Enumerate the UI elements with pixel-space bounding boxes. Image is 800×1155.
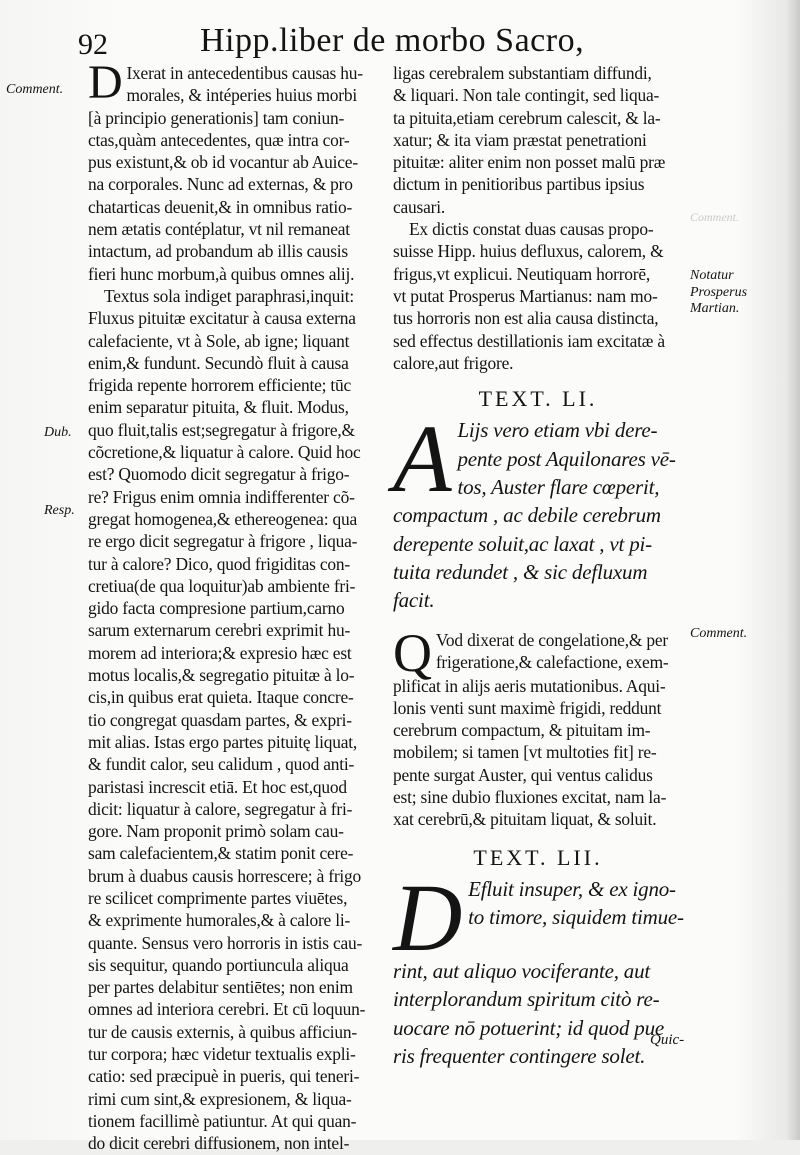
text-line: intactum, ad probandum ab illis causis (88, 241, 348, 262)
text-line: pus existunt,& ob id vocantur ab Auice- (88, 152, 358, 173)
text-line: & exprimente humorales,& à calore li- (88, 910, 351, 931)
text-line: sam calefacientem,& statim ponit cere- (88, 843, 354, 864)
text-line: ligas cerebralem substantiam diffundi, (393, 63, 652, 83)
text-line: lonis venti sunt maximè frigidi, reddunt (393, 697, 662, 718)
commentary-paragraph (393, 218, 683, 374)
catchword: Quic- (650, 1032, 685, 1048)
text-line: enim,& fundunt. Secundò fluit à causa (88, 352, 349, 373)
text-line: calore,aut frigore. (393, 352, 514, 373)
text-line: gore. Nam proponit primò solam cau- (88, 821, 344, 842)
text-line: re scilicet comprimente partes viuētes, (88, 887, 348, 908)
text-line: gregat homogenea,& ethereogenea: qua (88, 508, 357, 529)
text-line: dicit: liquatur à calore, segregatur à fri- (88, 798, 353, 819)
hippocrates-text-52 (393, 863, 684, 1070)
text-line: sis sequitur, quando portiuncula aliqua (88, 954, 349, 975)
text-line: sed effectus destillationis iam excitatæ à (393, 330, 665, 351)
text-line: dictum in penitioribus partibus ipsius (393, 174, 645, 195)
text-line: cis,in quibus erat quieta. Itaque concre- (88, 687, 354, 708)
text-line: pente post Aquilonares vē- (457, 446, 676, 471)
text-line: facit. (393, 588, 435, 613)
running-title: Hipp.liber de morbo Sacro, (200, 22, 585, 59)
text-line: suisse Hipp. huius defluxus, calorem, & (393, 241, 664, 262)
text-line: interplorandum spiritum citò re- (393, 987, 660, 1012)
text-line: tionem facillimè patiuntur. At qui quan- (88, 1110, 357, 1131)
section-heading-text-52: TEXT. LII. (473, 844, 603, 870)
text-line: ctas,quàm antecedentes, quæ intra cor- (88, 129, 350, 150)
text-line: tur corpora; hæc videtur textualis expli- (88, 1044, 356, 1065)
text-line: est? Quomodo dicit segregatur à frigo- (88, 464, 350, 485)
text-line: vt putat Prosperus Martianus: nam mo- (393, 285, 658, 306)
text-line: Fluxus pituitæ excitatur à causa externa (88, 308, 356, 329)
text-line: & fundit calor, seu calidum , quod anti- (88, 754, 355, 775)
drop-cap: D (88, 56, 123, 109)
commentary-paragraph (88, 56, 376, 1155)
text-line: catio: sed præcipuè in pueris, qui teneri- (88, 1066, 360, 1087)
text-line: mit alias. Istas ergo partes pituitę liquat, (88, 731, 358, 752)
text-line: est; sine dubio fluxiones excitat, nam la- (393, 787, 667, 808)
text-line: pente surgat Auster, qui ventus calidus (393, 764, 653, 785)
text-line: ris frequenter contingere solet. (393, 1043, 646, 1068)
text-line: calefaciente, vt à Sole, ab igne; liquant (88, 330, 350, 351)
hippocrates-text-51 (393, 405, 683, 614)
margin-note-dub: Dub. (44, 425, 72, 440)
text-line: enim separatur pituita, & fluit. Modus, (88, 397, 349, 418)
text-line: tuita redundet , & sic defluxum (393, 559, 648, 584)
text-line: paristasi increscit etiā. Et hoc est,quod (88, 776, 347, 797)
text-line: rimi cum sint,& expresionem, & liqua- (88, 1088, 352, 1109)
margin-note-resp: Resp. (44, 503, 75, 518)
margin-note-notatur (690, 268, 747, 318)
text-line: tur à calore? Dico, quod frigiditas con- (88, 553, 350, 574)
text-line: mobilem; si tamen [vt multoties fit] re- (393, 742, 657, 763)
text-line: compactum , ac debile cerebrum (393, 503, 661, 528)
text-line: plificat in alijs aeris mutationibus. Aqui- (393, 675, 666, 696)
margin-note-notatur-line: Martian. (690, 301, 740, 316)
section-heading-text-51: TEXT. LI. (478, 386, 598, 412)
text-line: morales, & intéperies huius morbi (126, 85, 358, 106)
text-line: frigus,vt explicui. Neutiquam horrorē, (393, 263, 651, 284)
text-line: do dicit cerebri diffusionem, non intel- (88, 1133, 350, 1154)
text-line: Ixerat in antecedentibus causas hu- (126, 63, 363, 83)
text-line: Textus sola indiget paraphrasi,inquit: (104, 285, 355, 306)
text-line: motus localis,& segregatio pituitæ à lo- (88, 665, 355, 686)
text-line: re ergo dicit segregatur à frigore , liqua- (88, 531, 358, 552)
text-line: sarum externarum cerebri exprimit hu- (88, 620, 351, 641)
text-line: xat cerebrū,& pituitam liquat, & soluit. (393, 809, 657, 830)
text-line: gido facta compresione partium,carno (88, 598, 345, 619)
text-line: & liquari. Non tale contingit, sed liqua- (393, 85, 660, 106)
right-column (393, 62, 683, 1070)
text-line: quo fluit,talis est;segregatur à frigore,& (88, 419, 355, 440)
text-line: frigeratione,& calefactione, exem- (435, 651, 669, 672)
left-column (88, 56, 376, 1155)
text-line: morem ad interiora;& expresio hæc est (88, 642, 352, 663)
text-line: frigida repente horrorem efficiente; tūc (88, 375, 352, 396)
text-line: cerebrum compactum, & pituitam im- (393, 720, 651, 741)
text-line: re? Frigus enim omnia indifferenter cõ- (88, 486, 355, 507)
text-line: tos, Auster flare cœperit, (457, 475, 660, 500)
text-line: tur de causis externis, à quibus afficiun- (88, 1021, 357, 1042)
text-line: ta pituita,etiam cerebrum calescit, & la- (393, 107, 661, 128)
text-line: fieri hunc morbum,à quibus omnes alij. (88, 263, 355, 284)
margin-note-comment: Comment. (6, 82, 64, 97)
drop-cap: A (393, 405, 452, 513)
text-line: cõcretione,& liquatur à calore. Quid hoc (88, 442, 361, 463)
text-line: to timore, siquidem timue- (468, 905, 684, 930)
text-line: rint, aut aliquo vociferante, aut (393, 958, 651, 983)
text-line: omnes ad interiora cerebri. Et cū loquun- (88, 999, 366, 1020)
margin-note-comment-right: Comment. (690, 626, 748, 641)
drop-cap: Q (393, 622, 432, 683)
text-line: Efluit insuper, & ex igno- (468, 876, 676, 901)
show-through-text: Comment. (690, 210, 739, 224)
margin-note-notatur-line: Prosperus (690, 284, 748, 300)
page-edge-shadow (786, 0, 800, 1140)
text-line: brum à duabus causis horrescere; à frigo (88, 865, 362, 886)
text-line: na corporales. Nunc ad externas, & pro (88, 174, 353, 195)
text-line: tus horroris non est alia causa distincta, (393, 308, 659, 329)
text-line: pituitæ: aliter enim non posset malū præ (393, 152, 666, 173)
text-line: quante. Sensus vero horroris in istis cau- (88, 932, 363, 953)
text-line: Vod dixerat de congelatione,& per (435, 629, 668, 650)
page-number: 92 (78, 28, 108, 61)
text-line: tio congregat quasdam partes, & expri- (88, 709, 352, 730)
text-line: causari. (393, 196, 445, 217)
text-line: chatarticas deuenit,& in omnibus ratio- (88, 196, 353, 217)
commentary-paragraph (393, 62, 683, 218)
drop-cap: D (393, 863, 463, 971)
text-line: [à principio generationis] tam coniun- (88, 107, 345, 128)
text-line: derepente soluit,ac laxat , vt pi- (393, 531, 652, 556)
text-line: nem ætatis contéplatur, vt nil remaneat (88, 219, 350, 240)
text-line: cretiua(de qua loquitur)ab ambiente fri- (88, 575, 356, 596)
commentary-paragraph (393, 622, 683, 831)
text-line: uocare nō potuerint; id quod pue (393, 1015, 665, 1040)
text-line: per partes delabitur sentiētes; non enim (88, 977, 353, 998)
text-line: xatur; & ita viam præstat penetrationi (393, 129, 647, 150)
text-line: Lijs vero etiam vbi dere- (457, 418, 658, 443)
text-line: Ex dictis constat duas causas propo- (409, 219, 654, 240)
margin-note-notatur-line: Notatur (690, 268, 734, 283)
